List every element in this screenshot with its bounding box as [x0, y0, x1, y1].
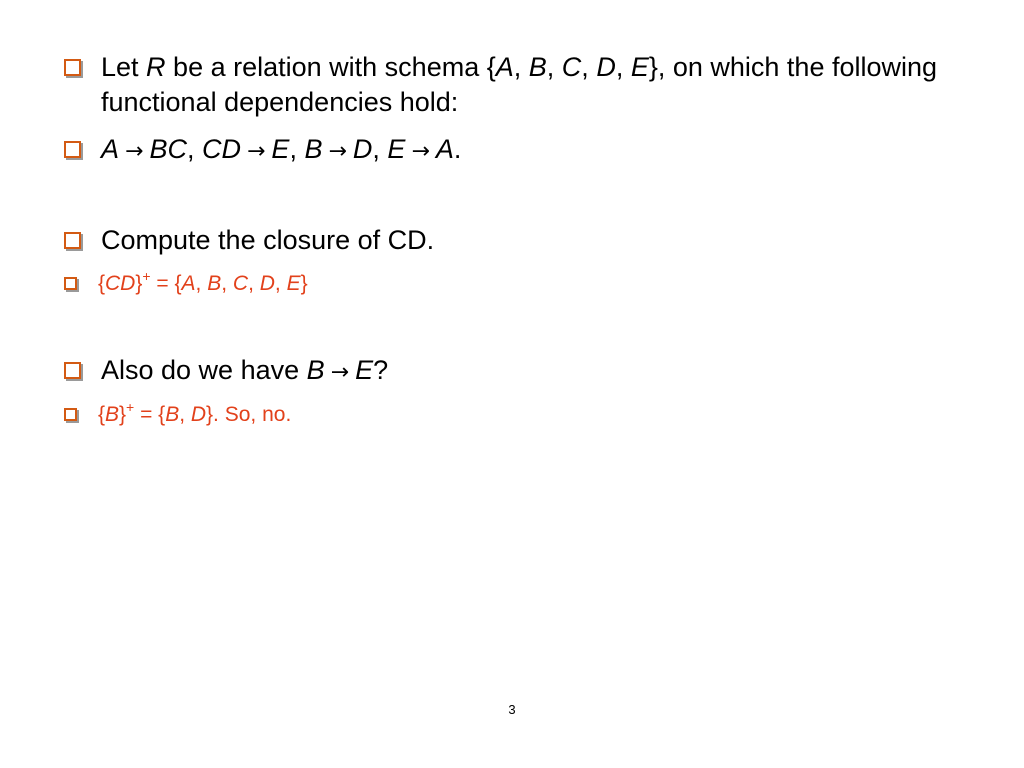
bullet-b-determines-e-question	[64, 353, 388, 390]
bullet-text: {CD}+ = {A, B, C, D, E}	[98, 268, 308, 295]
bullet-text: A → BC, CD → E, B → D, E → A.	[101, 134, 462, 164]
bullet-dependencies	[64, 132, 461, 169]
square-bullet-icon	[64, 232, 81, 249]
page-number: 3	[508, 702, 516, 717]
bullet-text: Also do we have B → E?	[101, 355, 389, 385]
right-arrow-icon: →	[411, 139, 430, 164]
bullet-closure-answer	[64, 270, 308, 298]
right-arrow-icon: →	[328, 139, 347, 164]
right-arrow-icon: →	[246, 139, 266, 164]
bullet-b-closure-answer	[64, 401, 291, 429]
bullet-text: Compute the closure of CD.	[101, 225, 435, 255]
square-bullet-icon	[64, 141, 81, 158]
right-arrow-icon: →	[125, 139, 144, 164]
bullet-compute-closure-question	[64, 223, 434, 258]
square-bullet-icon	[64, 362, 81, 379]
square-bullet-icon	[64, 59, 81, 76]
right-arrow-icon: →	[330, 360, 350, 385]
bullet-relation-definition	[64, 50, 961, 120]
square-bullet-icon	[64, 277, 77, 290]
bullet-text: {B}+ = {B, D}. So, no.	[98, 399, 292, 426]
bullet-text: Let R be a relation with schema {A, B, C, D, E}, on which the following functional dependencies hold:	[101, 52, 938, 117]
square-bullet-icon	[64, 408, 77, 421]
